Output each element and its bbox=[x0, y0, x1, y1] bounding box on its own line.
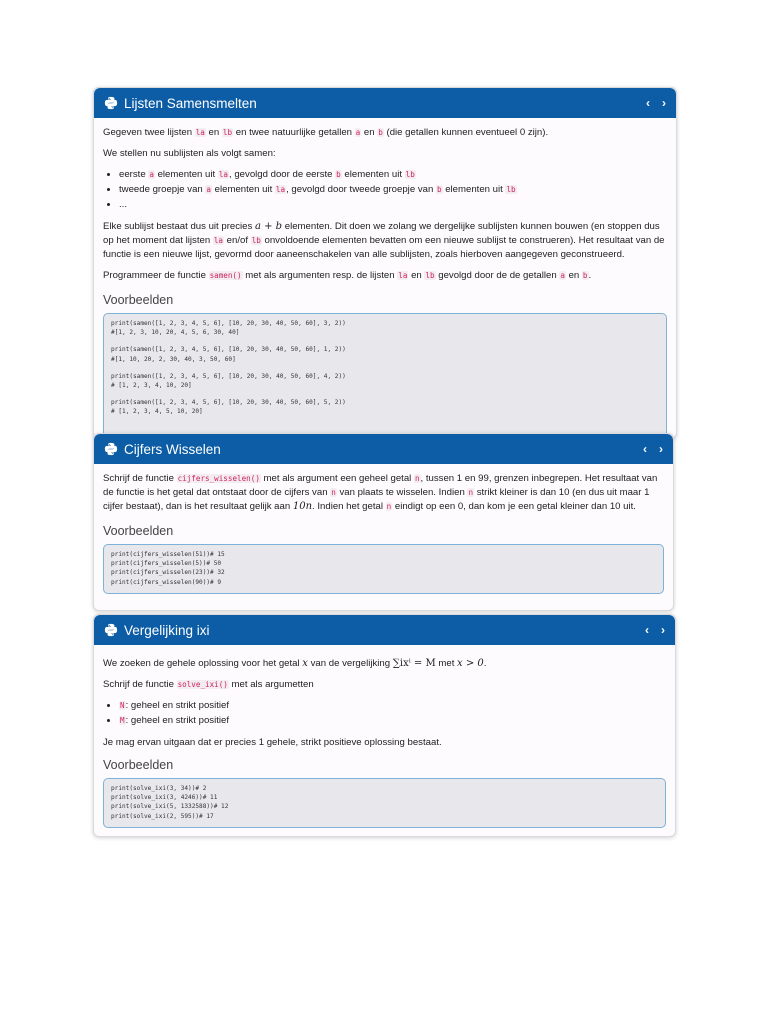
list-item: • ... bbox=[119, 198, 667, 212]
code-line: #[1, 2, 3, 10, 20, 4, 5, 6, 30, 40] bbox=[111, 329, 240, 337]
code-line: # [1, 2, 3, 4, 5, 10, 20] bbox=[111, 408, 203, 416]
argument-list bbox=[103, 699, 666, 728]
task-paragraph: Schrijf de functie solve_ixi() met als argumetten bbox=[103, 679, 314, 690]
code-line: #[1, 10, 20, 2, 30, 40, 3, 50, 60] bbox=[111, 355, 236, 363]
card-body bbox=[94, 118, 676, 439]
prev-chevron-icon[interactable]: ‹ bbox=[646, 96, 650, 110]
python-icon bbox=[104, 442, 118, 456]
card-nav bbox=[645, 623, 665, 637]
card-cijfers-wisselen bbox=[93, 433, 674, 611]
list-item: • M: geheel en strikt positief bbox=[119, 714, 666, 728]
code-line: print(solve_ixi(5, 1332588))# 12 bbox=[111, 803, 229, 811]
equation-paragraph: We zoeken de gehele oplossing voor het getal x van de vergelijking ∑ixⁱ = M met x > 0. bbox=[103, 658, 487, 669]
code-line: print(solve_ixi(3, 4246))# 11 bbox=[111, 794, 218, 802]
code-line: print(samen([1, 2, 3, 4, 5, 6], [10, 20, 30, 40, 50, 60], 1, 2)) bbox=[111, 346, 346, 354]
examples-heading: Voorbeelden bbox=[103, 758, 174, 772]
code-line: # [1, 2, 3, 4, 10, 20] bbox=[111, 382, 192, 390]
code-example-box bbox=[103, 544, 664, 594]
card-header bbox=[94, 615, 675, 645]
card-nav bbox=[643, 442, 663, 456]
code-line: print(cijfers_wisselen(5))# 50 bbox=[111, 560, 222, 568]
code-line: print(samen([1, 2, 3, 4, 5, 6], [10, 20, 30, 40, 50, 60], 4, 2)) bbox=[111, 372, 346, 380]
assumption-paragraph: Je mag ervan uitgaan dat er precies 1 gehele, strikt positieve oplossing bestaat. bbox=[103, 737, 442, 748]
card-body bbox=[94, 464, 673, 604]
card-title: Lijsten Samensmelten bbox=[124, 95, 257, 111]
intro-paragraph: Gegeven twee lijsten la en lb en twee natuurlijke getallen a en b (die getallen kunnen eventueel 0 zijn). bbox=[103, 127, 549, 138]
examples-heading: Voorbeelden bbox=[103, 524, 174, 538]
code-line: print(samen([1, 2, 3, 4, 5, 6], [10, 20, 30, 40, 50, 60], 5, 2)) bbox=[111, 399, 346, 407]
card-title: Cijfers Wisselen bbox=[124, 441, 221, 457]
card-vergelijking-ixi bbox=[93, 614, 676, 837]
card-lijsten-samensmelten bbox=[93, 87, 677, 439]
prev-chevron-icon[interactable]: ‹ bbox=[645, 623, 649, 637]
code-line: print(solve_ixi(2, 595))# 17 bbox=[111, 812, 214, 820]
description-paragraph: Schrijf de functie cijfers_wisselen() met als argument een geheel getal n, tussen 1 en 99, grenzen inbegrepen. Het resultaat van de functie is het getal dat ontstaat door de cijfers van n van plaats te wisselen. Indien n strikt kleiner is dan 10 (en dus uit maar 1 cijfer bestaat), dan is het resultaat gelijk aan 10n. Indien het getal n eindigt op een 0, dan kom je een getal kleiner dan 10 uit. bbox=[103, 473, 658, 512]
prev-chevron-icon[interactable]: ‹ bbox=[643, 442, 647, 456]
code-line: print(cijfers_wisselen(23))# 32 bbox=[111, 569, 225, 577]
card-body bbox=[94, 645, 675, 837]
code-line: print(cijfers_wisselen(90))# 9 bbox=[111, 578, 222, 586]
card-title: Vergelijking ixi bbox=[124, 622, 210, 638]
next-chevron-icon[interactable]: › bbox=[662, 96, 666, 110]
description-paragraph: Elke sublijst bestaat dus uit precies a + b elementen. Dit doen we zolang we dergelijke sublijsten kunnen bouwen (en stoppen dus op het moment dat lijsten la en/of lb onvoldoende elementen bevatten om een nieuwe sublijst te construeren). Het resultaat van de functie is een nieuwe lijst, gevormd door aaneenschakelen van alle sublijsten, zoals hierboven aangegeven geconstrueerd. bbox=[103, 221, 665, 260]
card-header bbox=[94, 434, 673, 464]
python-icon bbox=[104, 96, 118, 110]
list-item: • tweede groepje van a elementen uit la, gevolgd door tweede groepje van b elementen uit lb bbox=[119, 183, 667, 197]
code-example-box bbox=[103, 313, 667, 439]
next-chevron-icon[interactable]: › bbox=[659, 442, 663, 456]
sublists-intro: We stellen nu sublijsten als volgt samen: bbox=[103, 148, 276, 159]
sublist-steps bbox=[103, 168, 667, 212]
code-line: print(solve_ixi(3, 34))# 2 bbox=[111, 785, 207, 792]
code-line: print(cijfers_wisselen(51))# 15 bbox=[111, 551, 225, 558]
code-line: print(samen([1, 2, 3, 4, 5, 6], [10, 20, 30, 40, 50, 60], 3, 2)) bbox=[111, 320, 346, 327]
card-header bbox=[94, 88, 676, 118]
code-example-box bbox=[103, 778, 666, 828]
list-item: • N: geheel en strikt positief bbox=[119, 699, 666, 713]
card-nav bbox=[646, 96, 666, 110]
python-icon bbox=[104, 623, 118, 637]
next-chevron-icon[interactable]: › bbox=[661, 623, 665, 637]
list-item: • eerste a elementen uit la, gevolgd door de eerste b elementen uit lb bbox=[119, 168, 667, 182]
examples-heading: Voorbeelden bbox=[103, 293, 174, 307]
task-paragraph: Programmeer de functie samen() met als argumenten resp. de lijsten la en lb gevolgd door de de getallen a en b. bbox=[103, 270, 592, 281]
